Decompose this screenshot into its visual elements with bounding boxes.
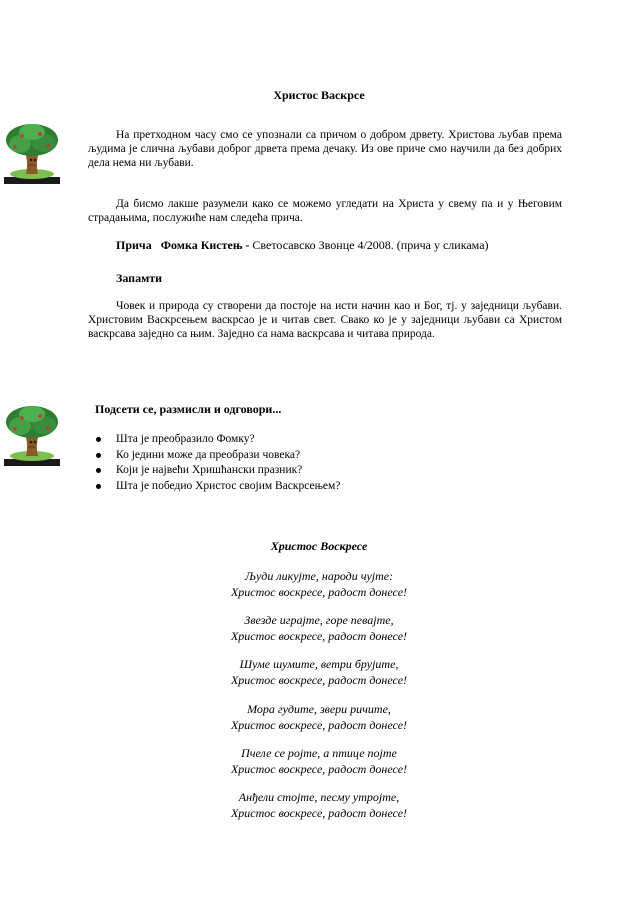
poem-line: Христос воскресе, радост донесе! bbox=[230, 629, 408, 643]
remember-heading-text: Запамти bbox=[116, 271, 163, 285]
story-line bbox=[116, 238, 489, 253]
poem-line: Христос воскресе, радост донесе! bbox=[230, 718, 408, 732]
list-item bbox=[95, 463, 340, 479]
bullet-icon bbox=[96, 453, 101, 458]
second-paragraph: Да бисмо лакше разумели како се можемо угледати на Христа у свему па и у Његовим страдањима, послужиће нам следећа прича. bbox=[88, 198, 562, 224]
question-text: Који је највећи Хришћански празник? bbox=[116, 464, 303, 476]
intro-paragraph: На претходном часу смо се упознали са причом о добром дрвету. Христова љубав према људима је слична љубави доброг дрвета према дечаку. Из ове приче смо научили да без добрих дела нема ни љубави. bbox=[88, 129, 562, 169]
bullet-icon bbox=[96, 468, 101, 473]
poem-stanza bbox=[0, 745, 638, 777]
poem-line: Пчеле се ројте, а птице појте bbox=[241, 746, 397, 760]
tree-icon bbox=[4, 122, 60, 184]
bullet-icon bbox=[96, 484, 101, 489]
question-text: Шта је преобразило Фомку? bbox=[116, 433, 255, 445]
poem-stanza bbox=[0, 789, 638, 821]
poem-stanza bbox=[0, 701, 638, 733]
poem-line: Анђели стојте, песму утројте, bbox=[238, 790, 400, 804]
story-title: Фомка Кистењ - bbox=[160, 238, 250, 252]
story-source: Светосавско Звонце 4/2008. (прича у сликама) bbox=[252, 238, 489, 252]
list-item bbox=[95, 479, 340, 495]
page-title: Христос Васкрсе bbox=[273, 88, 365, 102]
poem-line: Христос воскресе, радост донесе! bbox=[230, 806, 408, 820]
poem-line: Христос воскресе, радост донесе! bbox=[230, 673, 408, 687]
poem-line: Христос воскресе, радост донесе! bbox=[230, 762, 408, 776]
tree-icon bbox=[4, 404, 60, 466]
list-item bbox=[95, 432, 340, 448]
review-heading: Подсети се, размисли и одговори... bbox=[95, 402, 282, 416]
question-list bbox=[95, 432, 340, 494]
question-text: Ко једини може да преобрази човека? bbox=[116, 448, 301, 461]
poem-line: Звезде играјте, горе певајте, bbox=[244, 613, 394, 627]
poem-line: Људи ликујте, народи чујте: bbox=[244, 569, 394, 583]
remember-paragraph: Човек и природа су створени да постоје на исти начин као и Бог, тј. у заједници љубави. Христовим Васкрсењем васкрсао је и читав свет. Свако ко је у заједници љубави са Христом васкрсава заједно са њим. Заједно са нама васкрсава и читава природа. bbox=[88, 300, 562, 340]
list-item bbox=[95, 448, 340, 464]
poem-line: Шуме шумите, ветри брујите, bbox=[239, 657, 399, 671]
poem-line: Мора гудите, звери ричите, bbox=[247, 702, 391, 716]
poem-stanza bbox=[0, 568, 638, 600]
remember-heading bbox=[116, 271, 162, 286]
poem-stanza bbox=[0, 612, 638, 644]
question-text: Шта је победио Христос својим Васкрсењем? bbox=[116, 479, 341, 492]
poem-stanza bbox=[0, 656, 638, 688]
poem-line: Христос воскресе, радост донесе! bbox=[230, 585, 408, 599]
bullet-icon bbox=[96, 437, 101, 442]
poem-title: Христос Воскресе bbox=[270, 539, 368, 553]
story-label: Прича bbox=[116, 238, 152, 252]
